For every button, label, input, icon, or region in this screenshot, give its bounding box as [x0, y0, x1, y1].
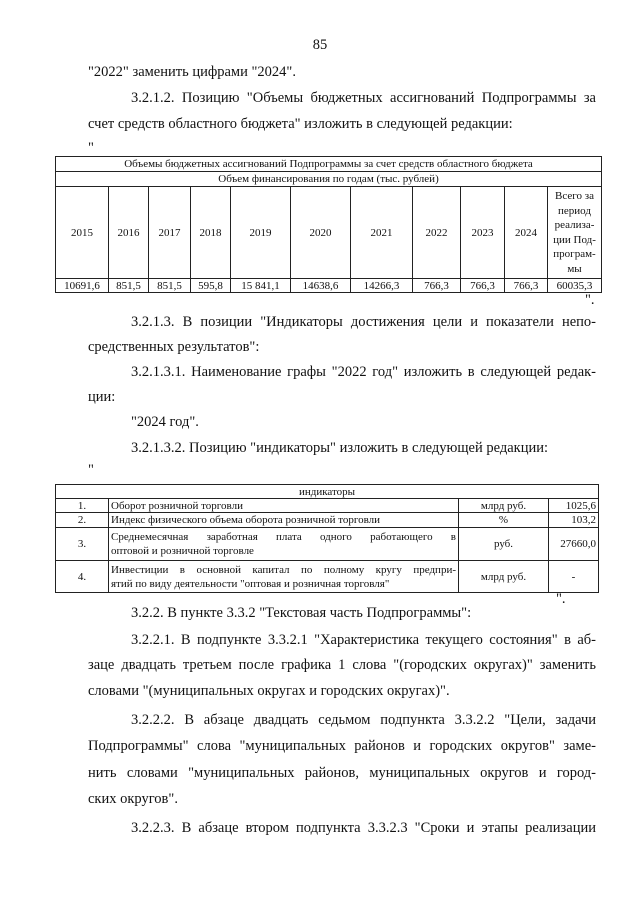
indicator-name: Индекс физического объема оборота розничной торговли: [109, 513, 459, 528]
value-cell: 766,3: [461, 279, 505, 293]
text-line: 3.2.1.2. Позицию "Объемы бюджетных ассигнований Подпрограммы за: [131, 90, 596, 106]
row-number: 4.: [56, 561, 109, 593]
text-line: средственных результатов":: [88, 339, 260, 355]
closing-quote: ".: [556, 591, 566, 607]
text-line: "2024 год".: [131, 414, 199, 430]
value-cell: 15 841,1: [231, 279, 291, 293]
indicator-name-line: Среднемесячная заработная плата одного работающего в: [111, 531, 456, 543]
text-line: Подпрограммы" слова "муниципальных районов и городских округов" заме-: [88, 738, 596, 754]
row-number: 2.: [56, 513, 109, 528]
year-header: 2019: [231, 187, 291, 279]
total-header-line: Всего за: [555, 190, 594, 202]
text-line: 3.2.1.3.2. Позицию "индикаторы" изложить в следующей редакции:: [131, 440, 549, 456]
indicators-table: [55, 484, 599, 593]
value-cell: 766,3: [413, 279, 461, 293]
year-header: 2022: [413, 187, 461, 279]
indicator-value: 103,2: [549, 513, 599, 528]
indicator-name-line: ятий по виду деятельности "оптовая и розничная торговля": [111, 577, 390, 590]
value-cell: 10691,6: [56, 279, 109, 293]
table-row: [56, 513, 599, 528]
year-header: 2018: [191, 187, 231, 279]
indicator-value: 1025,6: [549, 499, 599, 513]
year-header: 2017: [149, 187, 191, 279]
text-line: ских округов".: [88, 791, 178, 807]
value-cell: 14638,6: [291, 279, 351, 293]
total-header-line: ции Под-: [553, 233, 596, 246]
total-header-line: реализа-: [554, 219, 595, 231]
value-cell-total: 60035,3: [548, 279, 602, 293]
opening-quote: ": [88, 462, 94, 478]
indicator-name: [109, 561, 459, 593]
value-cell: 851,5: [109, 279, 149, 293]
total-header-line: мы: [567, 262, 582, 275]
indicator-value: -: [549, 561, 599, 593]
indicator-name: Оборот розничной торговли: [109, 499, 459, 513]
text-line: ции:: [88, 389, 116, 405]
text-line: нить словами "муниципальных районов, муниципальных округов и город-: [88, 765, 596, 781]
text-line: "2022" заменить цифрами "2024".: [88, 64, 296, 80]
row-number: 3.: [56, 528, 109, 561]
text-line: 3.2.1.3. В позиции "Индикаторы достижения цели и показатели непо-: [131, 314, 596, 330]
total-header-line: период: [558, 204, 591, 217]
table-row: [56, 561, 599, 593]
indicator-unit: руб.: [459, 528, 549, 561]
indicator-name-line: Инвестиции в основной капитал по полному кругу предпри-: [111, 563, 456, 576]
table-row: [56, 528, 599, 561]
year-header: 2021: [351, 187, 413, 279]
closing-quote: ".: [585, 292, 595, 308]
value-cell: 595,8: [191, 279, 231, 293]
text-line: 3.2.2. В пункте 3.3.2 "Текстовая часть Подпрограммы":: [131, 605, 472, 621]
total-header-line: програм-: [553, 248, 596, 260]
text-line: 3.2.2.3. В абзаце втором подпункта 3.3.2.3 "Сроки и этапы реализации: [131, 820, 596, 836]
indicator-unit: млрд руб.: [459, 499, 549, 513]
value-cell: 766,3: [505, 279, 548, 293]
budget-table-title: Объемы бюджетных ассигнований Подпрограммы за счет средств областного бюджета: [56, 157, 602, 172]
budget-table: [55, 156, 602, 293]
text-line: 3.2.1.3.1. Наименование графы "2022 год" изложить в следующей редак-: [131, 364, 596, 380]
indicators-header: индикаторы: [56, 485, 599, 499]
year-header: 2020: [291, 187, 351, 279]
value-cell: 14266,3: [351, 279, 413, 293]
table-row: [56, 499, 599, 513]
budget-table-subtitle: Объем финансирования по годам (тыс. рублей): [56, 172, 602, 187]
indicator-unit: млрд руб.: [459, 561, 549, 593]
indicator-value: 27660,0: [549, 528, 599, 561]
text-line: 3.2.2.1. В подпункте 3.3.2.1 "Характеристика текущего состояния" в аб-: [131, 632, 596, 648]
year-header: 2024: [505, 187, 548, 279]
text-line: счет средств областного бюджета" изложить в следующей редакции:: [88, 116, 513, 132]
year-header: 2015: [56, 187, 109, 279]
text-line: 3.2.2.2. В абзаце двадцать седьмом подпункта 3.3.2.2 "Цели, задачи: [131, 712, 596, 728]
text-line: заце двадцать третьем после графика 1 слова "(городских округах)" заменить: [88, 657, 596, 673]
year-header: 2016: [109, 187, 149, 279]
opening-quote: ": [88, 140, 94, 156]
total-header: [548, 187, 602, 279]
value-cell: 851,5: [149, 279, 191, 293]
page-number: 85: [312, 37, 328, 53]
text-line: словами "(муниципальных округах и городских округах)".: [88, 683, 450, 699]
indicator-name: [109, 528, 459, 561]
row-number: 1.: [56, 499, 109, 513]
indicator-name-line: оптовой и розничной торговле: [111, 545, 254, 557]
year-header: 2023: [461, 187, 505, 279]
indicator-unit: %: [459, 513, 549, 528]
